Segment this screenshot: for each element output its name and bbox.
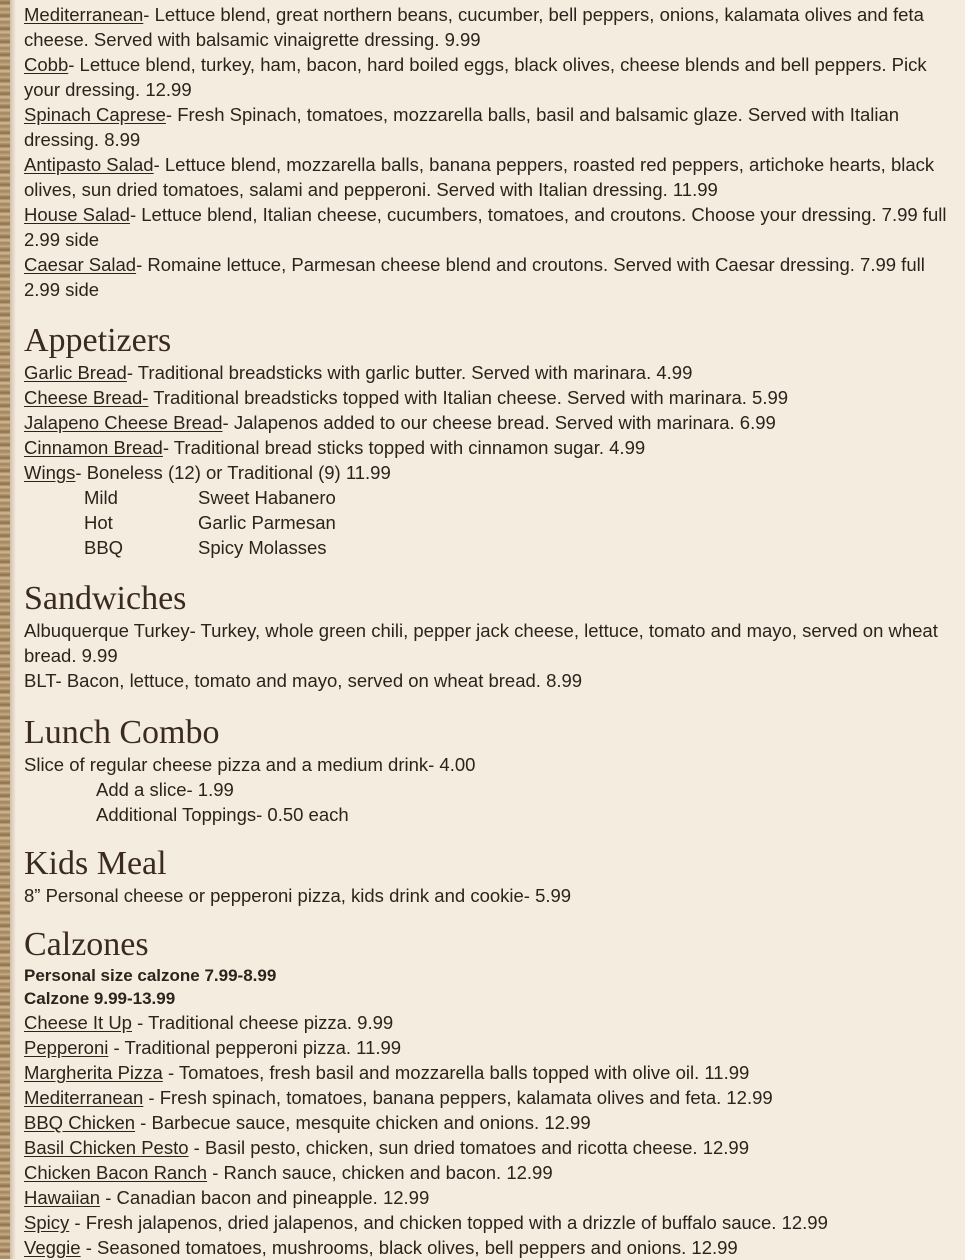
menu-item [24, 1235, 949, 1260]
item-desc: - Traditional pepperoni pizza. 11.99 [108, 1037, 402, 1058]
menu-item [24, 385, 949, 410]
menu-item: Slice of regular cheese pizza and a medium drink- 4.00 [24, 754, 476, 775]
lunch-combo-section [24, 714, 949, 827]
item-name: Spinach Caprese [24, 104, 166, 125]
wing-flavor: Spicy Molasses [198, 537, 327, 558]
item-desc: - Tomatoes, fresh basil and mozzarella balls topped with olive oil. 11.99 [162, 1062, 750, 1083]
item-name: Wings [24, 462, 76, 483]
menu-item [24, 1185, 949, 1210]
appetizers-section [24, 322, 949, 560]
border-shadow [10, 0, 16, 1259]
menu-item [24, 1110, 949, 1135]
calzones-section [24, 926, 949, 1260]
wing-flavor-row [24, 485, 949, 510]
menu-item [24, 1035, 949, 1060]
menu-item [24, 2, 949, 52]
menu-item [24, 1160, 949, 1185]
item-name: Cinnamon Bread [24, 437, 163, 458]
menu-item: BLT- Bacon, lettuce, tomato and mayo, served on wheat bread. 8.99 [24, 670, 583, 691]
item-desc: - Ranch sauce, chicken and bacon. 12.99 [207, 1162, 553, 1183]
sandwiches-section [24, 580, 949, 693]
menu-item [24, 202, 949, 252]
section-heading: Calzones [24, 926, 149, 963]
menu-item [24, 435, 949, 460]
item-desc: - Seasoned tomatoes, mushrooms, black olives, bell peppers and onions. 12.99 [80, 1237, 738, 1258]
item-desc: - Lettuce blend, Italian cheese, cucumbers, tomatoes, and croutons. Choose your dressing. 7.99 full 2.99 side [24, 204, 947, 250]
section-heading: Kids Meal [24, 845, 167, 882]
item-name: Veggie [24, 1237, 81, 1258]
item-name: Spicy [24, 1212, 70, 1233]
item-desc: - Basil pesto, chicken, sun dried tomatoes and ricotta cheese. 12.99 [188, 1137, 749, 1158]
wing-flavor-row [24, 535, 949, 560]
menu-item: Additional Toppings- 0.50 each [96, 804, 349, 825]
menu-item: 8” Personal cheese or pepperoni pizza, kids drink and cookie- 5.99 [24, 885, 572, 906]
item-desc: - Traditional cheese pizza. 9.99 [131, 1012, 394, 1033]
item-desc: - Boneless (12) or Traditional (9) 11.99 [75, 462, 391, 483]
item-name: Pepperoni [24, 1037, 109, 1058]
section-heading: Lunch Combo [24, 714, 220, 751]
wing-flavor: Garlic Parmesan [198, 512, 336, 533]
item-desc: - Romaine lettuce, Parmesan cheese blend and croutons. Served with Caesar dressing. 7.99 full 2.99 side [24, 254, 925, 300]
item-desc: - Canadian bacon and pineapple. 12.99 [100, 1187, 430, 1208]
item-name: Basil Chicken Pesto [24, 1137, 189, 1158]
menu-item [24, 252, 949, 302]
item-desc: - Barbecue sauce, mesquite chicken and onions. 12.99 [135, 1112, 591, 1133]
wing-flavor: Sweet Habanero [198, 487, 336, 508]
item-name: Margherita Pizza [24, 1062, 163, 1083]
item-desc: - Fresh jalapenos, dried jalapenos, and chicken topped with a drizzle of buffalo sauce. 12.99 [69, 1212, 828, 1233]
menu-item [24, 102, 949, 152]
item-name: Chicken Bacon Ranch [24, 1162, 208, 1183]
menu-item [24, 52, 949, 102]
size-price: Personal size calzone 7.99-8.99 [24, 966, 277, 985]
menu-item [24, 152, 949, 202]
item-name: Cobb [24, 54, 69, 75]
section-heading: Appetizers [24, 322, 172, 359]
kids-meal-section [24, 845, 949, 908]
menu-item [24, 460, 949, 485]
item-name: Mediterranean [24, 4, 144, 25]
item-desc: - Jalapenos added to our cheese bread. Served with marinara. 6.99 [222, 412, 776, 433]
menu-item [24, 410, 949, 435]
item-desc: - Lettuce blend, great northern beans, cucumber, bell peppers, onions, kalamata olives and feta cheese. Served with balsamic vinaigrette dressing. 9.99 [24, 4, 924, 50]
item-desc: - Traditional breadsticks with garlic butter. Served with marinara. 4.99 [126, 362, 693, 383]
item-name: Caesar Salad [24, 254, 137, 275]
item-name: Mediterranean [24, 1087, 144, 1108]
item-desc: - Lettuce blend, turkey, ham, bacon, hard boiled eggs, black olives, cheese blends and bell peppers. Pick your dressing. 12.99 [24, 54, 927, 100]
item-desc: - Traditional bread sticks topped with cinnamon sugar. 4.99 [162, 437, 646, 458]
item-desc: - Fresh Spinach, tomatoes, mozzarella balls, basil and balsamic glaze. Served with Italian dressing. 8.99 [24, 104, 900, 150]
item-name: Garlic Bread [24, 362, 127, 383]
item-name: House Salad [24, 204, 130, 225]
wing-flavor-row [24, 510, 949, 535]
item-name: Cheese Bread- [24, 387, 149, 408]
item-desc: Traditional breadsticks topped with Italian cheese. Served with marinara. 5.99 [148, 387, 789, 408]
menu-item [24, 1210, 949, 1235]
item-desc: - Fresh spinach, tomatoes, banana peppers, kalamata olives and feta. 12.99 [143, 1087, 773, 1108]
section-heading: Sandwiches [24, 580, 187, 617]
size-price: Calzone 9.99-13.99 [24, 989, 176, 1008]
decorative-border [0, 0, 10, 1259]
wing-flavor: Hot [84, 512, 113, 533]
menu-item: Add a slice- 1.99 [96, 779, 234, 800]
menu-item [24, 360, 949, 385]
menu-item [24, 1135, 949, 1160]
menu-item [24, 1060, 949, 1085]
wing-flavor: Mild [84, 487, 118, 508]
item-desc: - Lettuce blend, mozzarella balls, banana peppers, roasted red peppers, artichoke hearts, black olives, sun dried tomatoes, salami and pepperoni. Served with Italian dressing. 11.99 [24, 154, 935, 200]
item-name: BBQ Chicken [24, 1112, 136, 1133]
item-name: Cheese It Up [24, 1012, 132, 1033]
wing-flavor: BBQ [84, 537, 124, 558]
item-name: Jalapeno Cheese Bread [24, 412, 223, 433]
item-name: Hawaiian [24, 1187, 101, 1208]
menu-item [24, 1085, 949, 1110]
salads-section [24, 2, 949, 302]
menu-item: Albuquerque Turkey- Turkey, whole green chili, pepper jack cheese, lettuce, tomato and mayo, served on wheat bread. 9.99 [24, 620, 938, 666]
item-name: Antipasto Salad [24, 154, 154, 175]
menu-item [24, 1010, 949, 1035]
menu-content [24, 2, 949, 1260]
